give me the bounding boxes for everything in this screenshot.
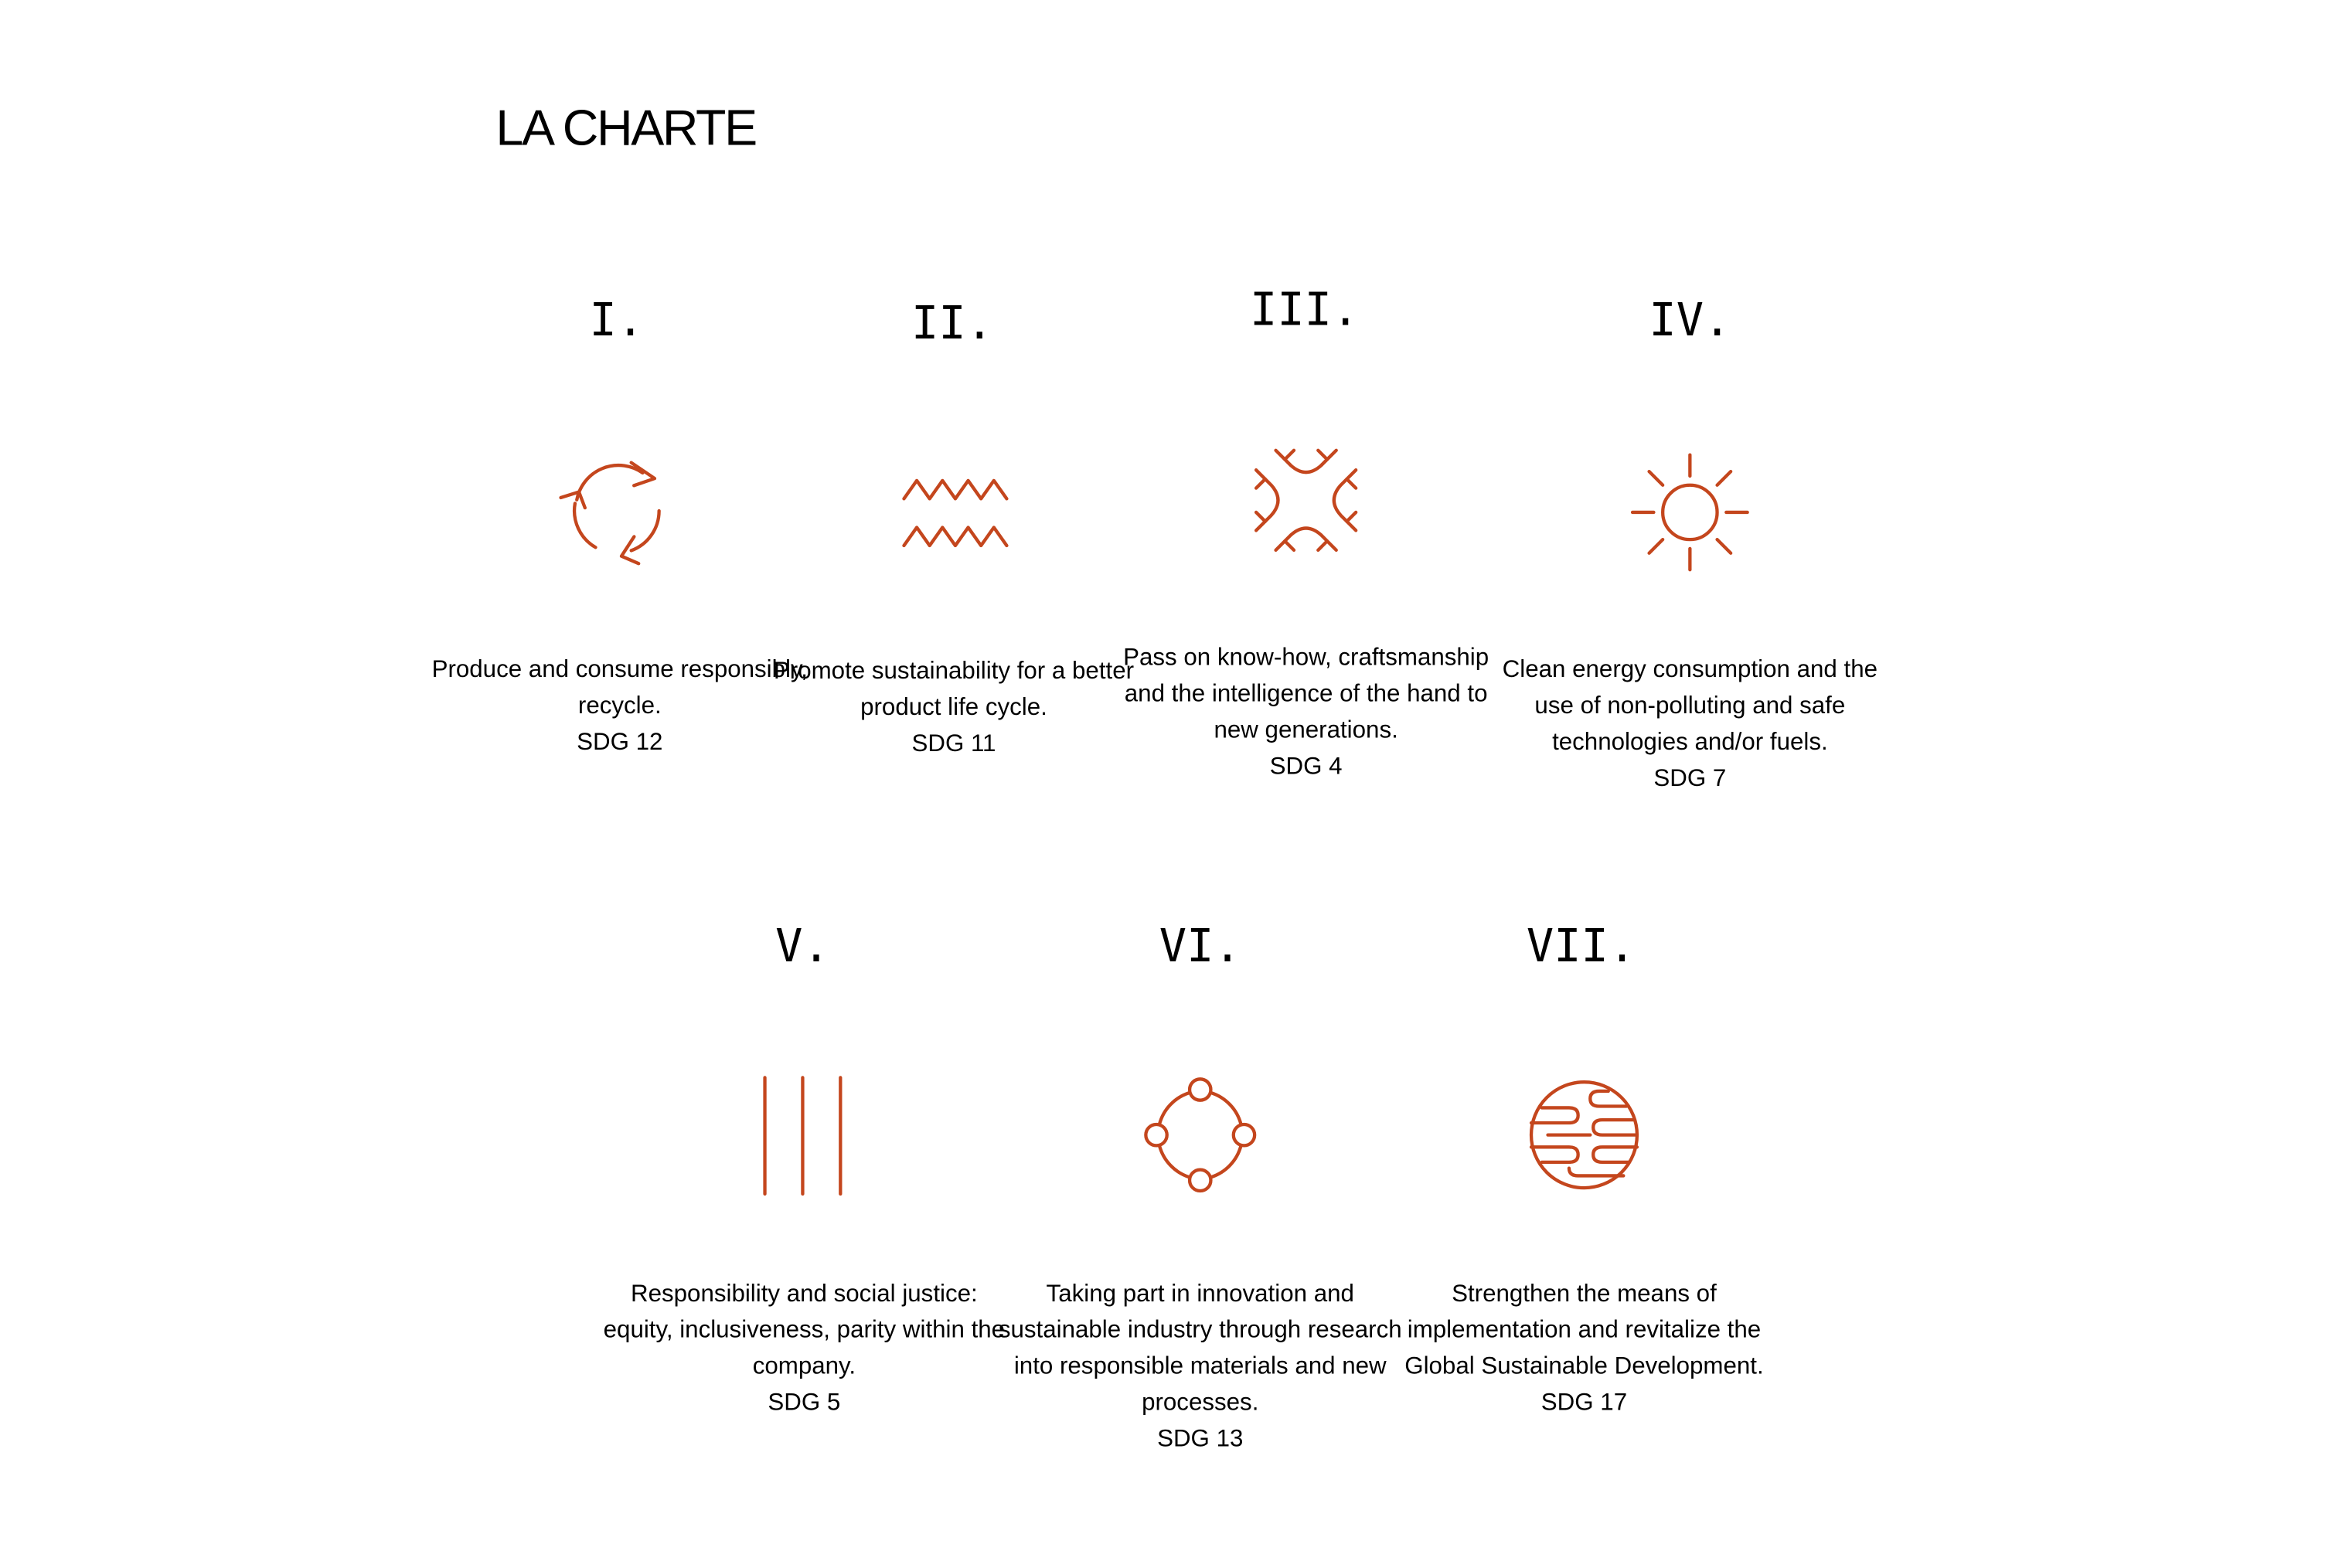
charter-item-2-sdg: SDG 11 bbox=[911, 731, 996, 757]
network-circle-icon bbox=[1125, 1060, 1276, 1211]
charter-item-1-sdg: SDG 12 bbox=[577, 730, 663, 756]
charter-item-6 bbox=[996, 1277, 1404, 1458]
numeral-5: V. bbox=[775, 920, 830, 974]
charter-item-2-text: Promote sustainability for a better product life cycle. bbox=[773, 658, 1135, 721]
globe-icon bbox=[1509, 1060, 1660, 1211]
page-title: LA CHARTE bbox=[495, 100, 756, 156]
zigzag-icon bbox=[878, 437, 1030, 588]
charter-item-3-sdg: SDG 4 bbox=[1269, 753, 1343, 781]
sun-icon bbox=[1615, 437, 1766, 588]
charter-item-6-text: Taking part in innovation and sustainable industry through research into responsible materials and new processes. bbox=[998, 1281, 1402, 1417]
charter-item-7-sdg: SDG 17 bbox=[1540, 1390, 1628, 1417]
numeral-1: I. bbox=[589, 294, 645, 348]
charter-item-5 bbox=[600, 1277, 1008, 1422]
charter-item-2 bbox=[750, 655, 1158, 764]
charter-item-1-text: Produce and consume responsibly, recycle. bbox=[431, 657, 808, 719]
charter-item-4 bbox=[1486, 653, 1894, 798]
numeral-7: VII. bbox=[1526, 920, 1636, 974]
charter-item-3-text: Pass on know-how, craftsmanship and the intelligence of the hand to new generations. bbox=[1123, 645, 1489, 744]
charter-item-7-text: Strengthen the means of implementation and revitalize the Global Sustainable Development. bbox=[1404, 1281, 1764, 1380]
charter-item-3 bbox=[1102, 641, 1510, 786]
charter-item-5-text: Responsibility and social justice: equity, inclusiveness, parity within the company. bbox=[603, 1281, 1006, 1380]
numeral-2: II. bbox=[911, 298, 994, 351]
numeral-6: VI. bbox=[1159, 920, 1241, 974]
charter-item-6-sdg: SDG 13 bbox=[1157, 1427, 1244, 1453]
numeral-4: IV. bbox=[1649, 294, 1731, 348]
charter-item-5-sdg: SDG 5 bbox=[768, 1390, 841, 1417]
charter-item-7 bbox=[1380, 1277, 1788, 1422]
three-lines-icon bbox=[727, 1060, 879, 1211]
numeral-3: III. bbox=[1250, 284, 1360, 338]
charter-item-4-sdg: SDG 7 bbox=[1653, 766, 1727, 792]
recycle-icon bbox=[541, 435, 693, 587]
hands-knowhow-icon bbox=[1231, 425, 1382, 577]
charter-item-4-text: Clean energy consumption and the use of non-polluting and safe technologies and/or fuels. bbox=[1502, 657, 1878, 756]
